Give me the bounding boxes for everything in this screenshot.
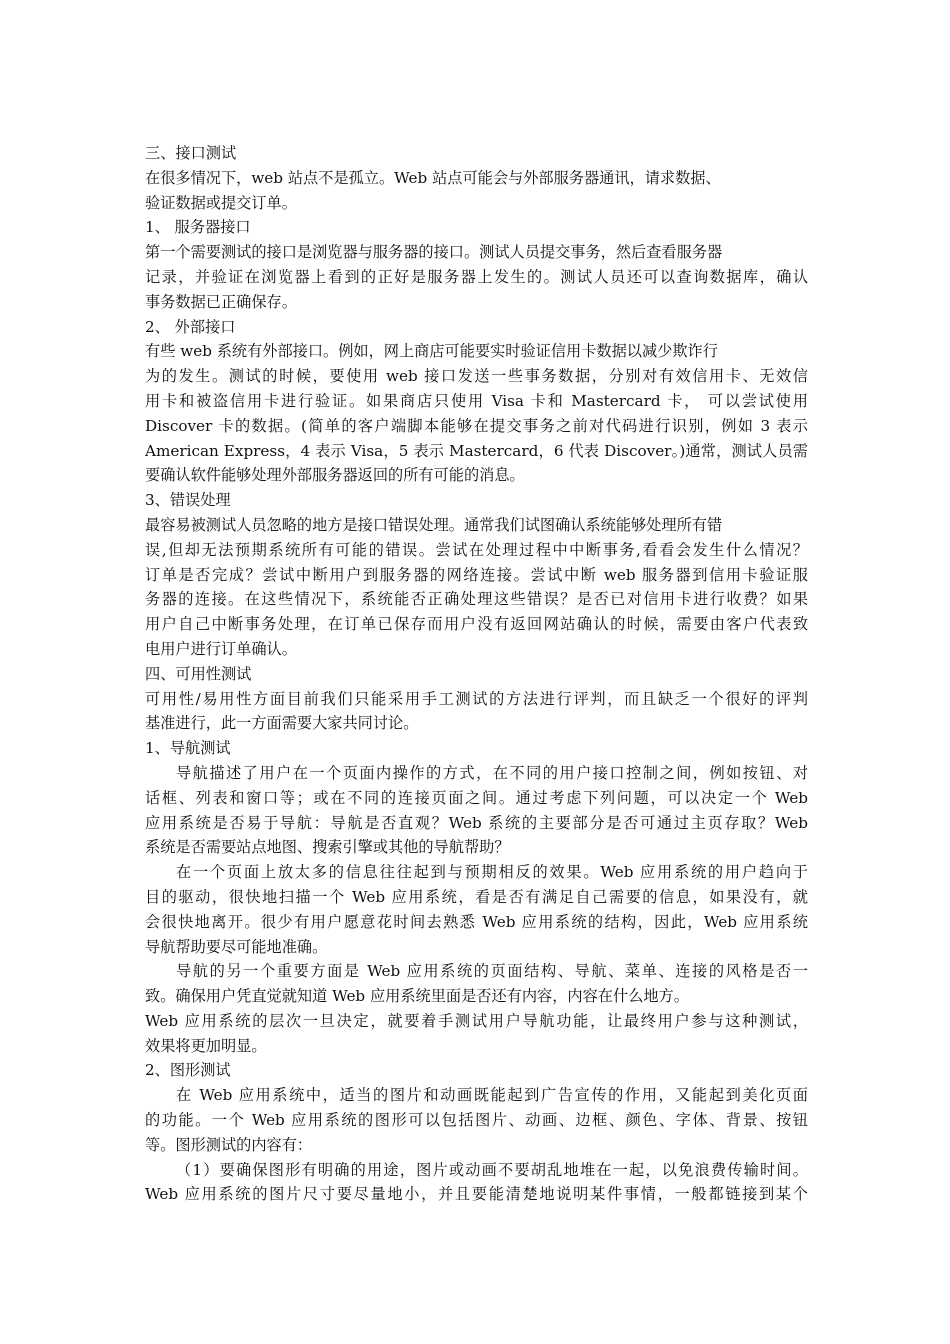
- text-line: 效果将更加明显。: [145, 1036, 267, 1055]
- text-line: 为的发生。测试的时候，要使用 web 接口发送一些事务数据，分别对有效信用卡、无效信: [145, 367, 808, 386]
- text-line: 第一个需要测试的接口是浏览器与服务器的接口。测试人员提交事务，然后查看服务器: [145, 243, 723, 262]
- text-line: 务器的连接。在这些情况下，系统能否正确处理这些错误？是否已对信用卡进行收费？如果: [145, 590, 808, 609]
- text-line: 2、 外部接口: [145, 317, 236, 336]
- text-line: 导航描述了用户在一个页面内操作的方式，在不同的用户接口控制之间，例如按钮、对: [176, 763, 808, 782]
- text-line: 验证数据或提交订单。: [145, 193, 297, 212]
- text-line: 用卡和被盗信用卡进行验证。如果商店只使用 Visa 卡和 Mastercard 卡， 可以尝试使用: [145, 391, 808, 410]
- text-line: Web 应用系统的层次一旦决定，就要着手测试用户导航功能，让最终用户参与这种测试，: [145, 1011, 808, 1030]
- text-line: 事务数据已正确保存。: [145, 292, 297, 311]
- text-line: 的功能。一个 Web 应用系统的图形可以包括图片、动画、边框、颜色、字体、背景、按钮: [145, 1111, 808, 1130]
- text-line: Web 应用系统的图片尺寸要尽量地小，并且要能清楚地说明某件事情，一般都链接到某个: [145, 1185, 808, 1204]
- text-line: 误,但却无法预期系统所有可能的错误。尝试在处理过程中中断事务,看看会发生什么情况？: [145, 540, 808, 559]
- text-line: 导航帮助要尽可能地准确。: [145, 937, 328, 956]
- text-line: 导航的另一个重要方面是 Web 应用系统的页面结构、导航、菜单、连接的风格是否一: [176, 962, 808, 981]
- text-line: 话框、列表和窗口等；或在不同的连接页面之间。通过考虑下列问题，可以决定一个 Web: [145, 788, 808, 807]
- text-line: 在很多情况下，web 站点不是孤立。Web 站点可能会与外部服务器通讯，请求数据、: [145, 168, 721, 187]
- text-line: 三、接口测试: [145, 144, 237, 162]
- text-line: 记录，并验证在浏览器上看到的正好是服务器上发生的。测试人员还可以查询数据库，确认: [145, 267, 808, 286]
- text-line: 3、错误处理: [145, 491, 231, 510]
- text-line: 等。图形测试的内容有：: [145, 1135, 313, 1154]
- text-line: 会很快地离开。很少有用户愿意花时间去熟悉 Web 应用系统的结构，因此，Web 应用系统: [145, 912, 808, 931]
- text-line: 在一个页面上放太多的信息往往起到与预期相反的效果。Web 应用系统的用户趋向于: [176, 863, 808, 882]
- document-page: [145, 141, 808, 1207]
- text-line: 用户自己中断事务处理，在订单已保存而用户没有返回网站确认的时候，需要由客户代表致: [145, 615, 808, 634]
- text-line: 致。确保用户凭直觉就知道 Web 应用系统里面是否还有内容，内容在什么地方。: [145, 987, 689, 1006]
- text-line: American Express，4 表示 Visa，5 表示 Mastercard，6 代表 Discover。)通常，测试人员需: [145, 441, 808, 460]
- text-line: 可用性/易用性方面目前我们只能采用手工测试的方法进行评判，而且缺乏一个很好的评判: [145, 689, 808, 708]
- text-line: 应用系统是否易于导航：导航是否直观？Web 系统的主要部分是否可通过主页存取？Web: [145, 813, 808, 832]
- text-line: 订单是否完成？尝试中断用户到服务器的网络连接。尝试中断 web 服务器到信用卡验证服: [145, 565, 808, 584]
- text-line: 系统是否需要站点地图、搜索引擎或其他的导航帮助？: [145, 838, 510, 857]
- text-line: 在 Web 应用系统中，适当的图片和动画既能起到广告宣传的作用，又能起到美化页面: [176, 1086, 808, 1105]
- text-line: 1、 服务器接口: [145, 218, 251, 237]
- text-line: 目的驱动，很快地扫描一个 Web 应用系统，看是否有满足自己需要的信息，如果没有，就: [145, 887, 808, 906]
- text-line: 电用户进行订单确认。: [145, 639, 297, 658]
- text-line: 有些 web 系统有外部接口。例如，网上商店可能要实时验证信用卡数据以减少欺诈行: [145, 342, 718, 361]
- text-line: Discover 卡的数据。(简单的客户端脚本能够在提交事务之前对代码进行识别，例如 3 表示: [145, 416, 808, 435]
- text-line: 2、图形测试: [145, 1061, 231, 1080]
- text-line: （1）要确保图形有明确的用途，图片或动画不要胡乱地堆在一起，以免浪费传输时间。: [176, 1160, 808, 1179]
- text-line: 1、导航测试: [145, 739, 231, 758]
- text-line: 最容易被测试人员忽略的地方是接口错误处理。通常我们试图确认系统能够处理所有错: [145, 515, 723, 534]
- text-line: 四、可用性测试: [145, 664, 252, 683]
- text-line: 基准进行，此一方面需要大家共同讨论。: [145, 714, 419, 733]
- text-line: 要确认软件能够处理外部服务器返回的所有可能的消息。: [145, 466, 525, 485]
